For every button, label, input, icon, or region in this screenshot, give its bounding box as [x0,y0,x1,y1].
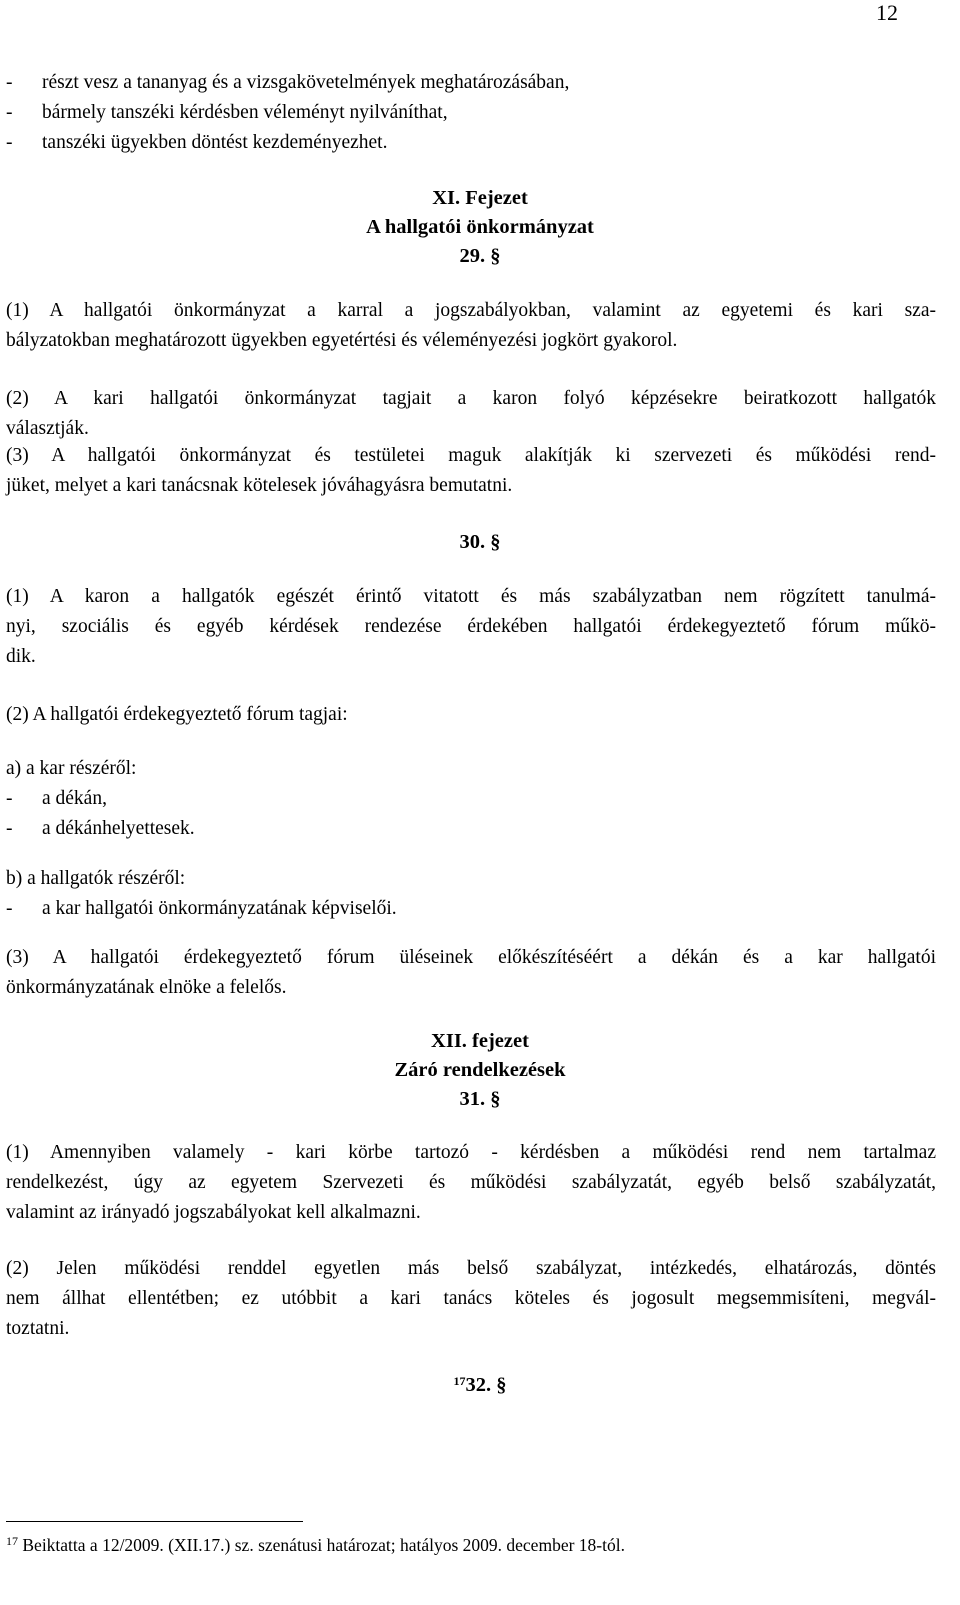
footnote: $^{17}$ Beiktatta a 12/2009. (XII.17.) sz. szenátusi határozat; hatályos 2009. december 18-tól. [6,1534,625,1555]
section-heading: 30. § [459,531,501,553]
list-group: a) a kar részéről: - a dékán, - a dékánhelyettesek. [6,754,936,844]
list-item: - a kar hallgatói önkormányzatának képviselői. [6,898,397,919]
list-item: - részt vesz a tananyag és a vizsgakövetelmények meghatározásában, [6,72,570,93]
paragraph: (1) A karon a hallgatók egészét érintő vitatott és más szabályzatban nem rögzített tanulmá- nyi, szociális és egyéb kérdések rendezése érdekében hallgatói érdekegyeztető fórum műkö- dik. [6,586,936,667]
chapter-subtitle: Záró rendelkezések [394,1059,566,1081]
list-item: - bármely tanszéki kérdésben véleményt nyilváníthat, [6,102,448,123]
chapter-title: XI. Fejezet [432,187,528,209]
paragraph: (2) Jelen működési renddel egyetlen más belső szabályzat, intézkedés, elhatározás, döntés nem állhat ellentétben; ez utóbbit a kari tanács köteles és jogosult megsemmisíteni, megvál- toztatni. [6,1258,936,1339]
list-item: - a dékánhelyettesek. [6,818,195,839]
footnote-number: 17 [6,1534,18,1548]
section-heading: $^{17}$32. § [453,1374,507,1396]
paragraph: (2) A kari hallgatói önkormányzat tagjait a karon folyó képzésekre beiratkozott hallgatók választják. [6,388,936,439]
paragraph: (1) Amennyiben valamely - kari körbe tartozó - kérdésben a működési rend nem tartalmaz rendelkezést, úgy az egyetem Szervezeti és működési szabályzatát, egyéb belső szabályzatát, valamint az irányadó jogszabályokat kell alkalmazni. [6,1142,936,1223]
list-item: - a dékán, [6,788,107,809]
footnote-divider [6,1521,303,1522]
list-item: - tanszéki ügyekben döntést kezdeményezhet. [6,132,388,153]
chapter-title: XII. fejezet [431,1030,529,1052]
paragraph: (2) A hallgatói érdekegyeztető fórum tagjai: [6,704,348,725]
paragraph: (3) A hallgatói önkormányzat és testületei maguk alakítják ki szervezeti és működési rend- jüket, melyet a kari tanácsnak kötelesek jóváhagyásra bemutatni. [6,445,936,496]
paragraph: (1) A hallgatói önkormányzat a karral a jogszabályokban, valamint az egyetemi és kari sza- bályzatokban meghatározott ügyekben egyetértési és véleményezési jogkört gyakorol. [6,300,936,351]
footnote-ref[interactable]: 17 [453,1374,466,1388]
section-heading: 29. § [459,245,501,267]
paragraph: (3) A hallgatói érdekegyeztető fórum üléseinek előkészítéséért a dékán és a kar hallgatói önkormányzatának elnöke a felelős. [6,947,936,998]
page-number: 12 [876,0,898,25]
list-group: b) a hallgatók részéről: - a kar hallgatói önkormányzatának képviselői. [6,864,936,924]
intro-list [6,68,936,158]
chapter-subtitle: A hallgatói önkormányzat [366,216,594,238]
section-heading: 31. § [459,1088,501,1110]
